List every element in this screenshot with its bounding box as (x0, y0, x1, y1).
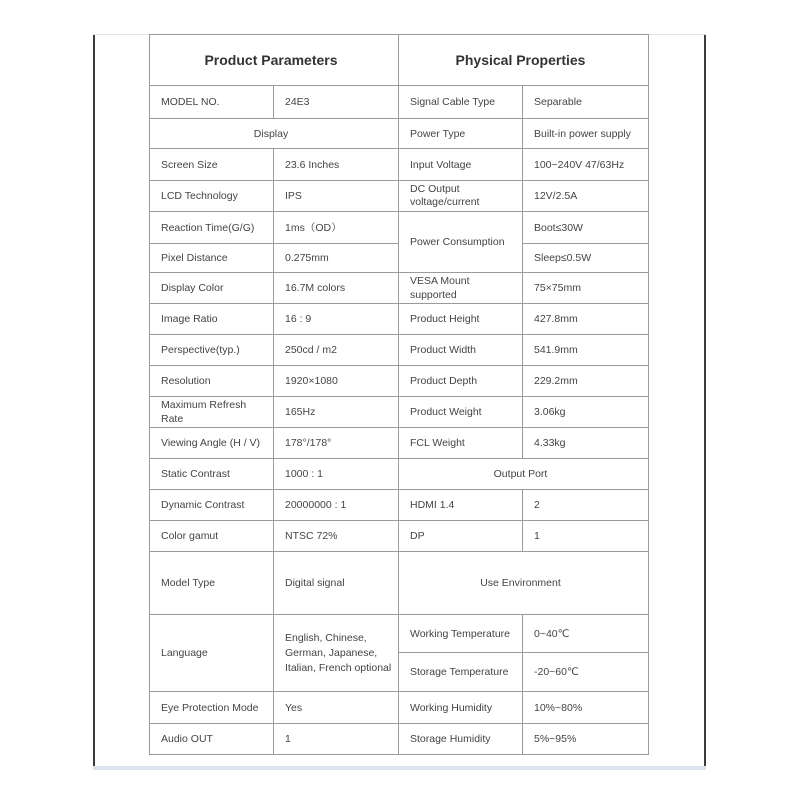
output-port-section-heading: Output Port (399, 459, 649, 490)
viewing-angle-label: Viewing Angle (H / V) (149, 428, 274, 459)
product-width-value: 541.9mm (523, 335, 649, 366)
power-consumption-label: Power Consumption (399, 212, 523, 273)
product-parameters-header: Product Parameters (149, 34, 399, 86)
color-gamut-label: Color gamut (149, 521, 274, 552)
max-refresh-rate-value: 165Hz (274, 397, 399, 428)
model-type-value: Digital signal (274, 552, 399, 615)
lcd-technology-value: IPS (274, 181, 399, 212)
dynamic-contrast-value: 20000000 : 1 (274, 490, 399, 521)
resolution-value: 1920×1080 (274, 366, 399, 397)
power-consumption-boot-value: Boot≤30W (523, 212, 649, 244)
product-weight-value: 3.06kg (523, 397, 649, 428)
input-voltage-label: Input Voltage (399, 149, 523, 181)
color-gamut-value: NTSC 72% (274, 521, 399, 552)
physical-properties-header: Physical Properties (399, 34, 649, 86)
perspective-label: Perspective(typ.) (149, 335, 274, 366)
storage-temperature-value: -20~60℃ (523, 653, 649, 692)
use-environment-section-heading: Use Environment (399, 552, 649, 615)
product-height-label: Product Height (399, 304, 523, 335)
product-weight-label: Product Weight (399, 397, 523, 428)
dc-output-value: 12V/2.5A (523, 181, 649, 212)
static-contrast-label: Static Contrast (149, 459, 274, 490)
power-type-value: Built-in power supply (523, 119, 649, 149)
audio-out-label: Audio OUT (149, 724, 274, 755)
display-color-value: 16.7M colors (274, 273, 399, 304)
reaction-time-value: 1ms（OD） (274, 212, 399, 244)
screen-size-label: Screen Size (149, 149, 274, 181)
vesa-label: VESA Mount supported (399, 273, 523, 304)
product-width-label: Product Width (399, 335, 523, 366)
language-value: English, Chinese, German, Japanese, Italian, French optional (274, 615, 399, 692)
audio-out-value: 1 (274, 724, 399, 755)
resolution-label: Resolution (149, 366, 274, 397)
fcl-weight-value: 4.33kg (523, 428, 649, 459)
static-contrast-value: 1000 : 1 (274, 459, 399, 490)
working-temperature-label: Working Temperature (399, 615, 523, 653)
working-humidity-value: 10%~80% (523, 692, 649, 724)
lcd-technology-label: LCD Technology (149, 181, 274, 212)
dp-label: DP (399, 521, 523, 552)
product-depth-value: 229.2mm (523, 366, 649, 397)
reaction-time-label: Reaction Time(G/G) (149, 212, 274, 244)
fcl-weight-label: FCL Weight (399, 428, 523, 459)
display-color-label: Display Color (149, 273, 274, 304)
perspective-value: 250cd / m2 (274, 335, 399, 366)
dp-value: 1 (523, 521, 649, 552)
eye-protection-value: Yes (274, 692, 399, 724)
image-ratio-value: 16 : 9 (274, 304, 399, 335)
product-height-value: 427.8mm (523, 304, 649, 335)
storage-temperature-label: Storage Temperature (399, 653, 523, 692)
hdmi-value: 2 (523, 490, 649, 521)
model-no-label: MODEL NO. (149, 86, 274, 119)
dc-output-label: DC Output voltage/current (399, 181, 523, 212)
viewing-angle-value: 178°/178° (274, 428, 399, 459)
pixel-distance-label: Pixel Distance (149, 244, 274, 273)
display-section-heading: Display (149, 119, 399, 149)
frame-bottom-border (93, 766, 706, 770)
screen-size-value: 23.6 Inches (274, 149, 399, 181)
language-label: Language (149, 615, 274, 692)
model-type-label: Model Type (149, 552, 274, 615)
hdmi-label: HDMI 1.4 (399, 490, 523, 521)
vesa-value: 75×75mm (523, 273, 649, 304)
pixel-distance-value: 0.275mm (274, 244, 399, 273)
max-refresh-rate-label: Maximum Refresh Rate (149, 397, 274, 428)
storage-humidity-value: 5%~95% (523, 724, 649, 755)
frame-left-border (93, 34, 95, 770)
spec-table (149, 34, 649, 755)
storage-humidity-label: Storage Humidity (399, 724, 523, 755)
signal-cable-value: Separable (523, 86, 649, 119)
power-consumption-sleep-value: Sleep≤0.5W (523, 244, 649, 273)
input-voltage-value: 100~240V 47/63Hz (523, 149, 649, 181)
dynamic-contrast-label: Dynamic Contrast (149, 490, 274, 521)
image-ratio-label: Image Ratio (149, 304, 274, 335)
product-depth-label: Product Depth (399, 366, 523, 397)
model-no-value: 24E3 (274, 86, 399, 119)
power-type-label: Power Type (399, 119, 523, 149)
frame-right-border (704, 34, 706, 770)
eye-protection-label: Eye Protection Mode (149, 692, 274, 724)
working-humidity-label: Working Humidity (399, 692, 523, 724)
working-temperature-value: 0~40℃ (523, 615, 649, 653)
signal-cable-label: Signal Cable Type (399, 86, 523, 119)
